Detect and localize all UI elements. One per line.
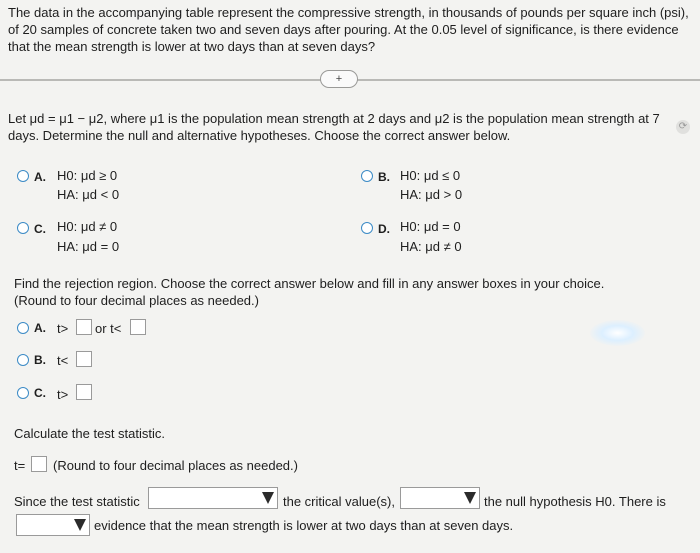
rejection-a-pre: t> <box>57 321 69 336</box>
rejection-c-pre: t> <box>57 387 69 402</box>
option-d-h0: H0: μd = 0 <box>400 219 461 234</box>
test-statistic-input[interactable] <box>31 456 47 472</box>
test-statistic-prefix: t= <box>14 458 26 473</box>
conclusion-critical-text: the critical value(s), <box>283 494 395 509</box>
option-a-h0: H0: μd ≥ 0 <box>57 168 118 183</box>
option-d-radio[interactable] <box>361 222 373 234</box>
option-c-h0: H0: μd ≠ 0 <box>57 219 118 234</box>
rejection-b-pre: t< <box>57 353 69 368</box>
option-d-letter: D. <box>378 222 390 236</box>
rejection-a-input-upper[interactable] <box>76 319 92 335</box>
rejection-a-letter: A. <box>34 321 46 335</box>
rejection-a-radio[interactable] <box>17 322 29 334</box>
dropdown-arrow-icon <box>262 492 274 504</box>
option-a-ha: HA: μd < 0 <box>57 187 120 202</box>
intro-text: The data in the accompanying table represent the compressive strength, in thousands of pounds per square inch (psi), of 20 samples of concrete taken two and seven days after pouring. At the 0.05 level of significance, is there evidence that the mean strength is lower at two days than at seven days? <box>8 5 689 54</box>
option-b-letter: B. <box>378 170 390 184</box>
rejection-a-input-lower[interactable] <box>130 319 146 335</box>
dropdown-arrow-icon <box>74 519 86 531</box>
rejection-c-radio[interactable] <box>17 387 29 399</box>
test-statistic-question: Calculate the test statistic. <box>14 426 166 441</box>
help-icon: ⟳ <box>676 120 690 134</box>
option-a-radio[interactable] <box>17 170 29 182</box>
decision-dropdown[interactable] <box>400 487 480 509</box>
plus-icon: + <box>335 73 343 85</box>
dropdown-arrow-icon <box>464 492 476 504</box>
option-c-ha: HA: μd = 0 <box>57 239 120 254</box>
option-a-letter: A. <box>34 170 46 184</box>
option-b-radio[interactable] <box>361 170 373 182</box>
option-c-letter: C. <box>34 222 46 236</box>
rejection-c-input[interactable] <box>76 384 92 400</box>
test-statistic-note: (Round to four decimal places as needed.) <box>53 458 298 473</box>
screen-glare <box>590 320 645 346</box>
rejection-question: Find the rejection region. Choose the correct answer below and fill in any answer boxes in your choice. <box>14 276 605 291</box>
comparison-dropdown[interactable] <box>148 487 278 509</box>
evidence-dropdown[interactable] <box>16 514 90 536</box>
rejection-b-letter: B. <box>34 353 46 367</box>
rejection-c-letter: C. <box>34 386 46 400</box>
option-b-h0: H0: μd ≤ 0 <box>400 168 461 183</box>
rejection-b-input[interactable] <box>76 351 92 367</box>
option-c-radio[interactable] <box>17 222 29 234</box>
hypotheses-question: Let μd = μ1 − μ2, where μ1 is the population mean strength at 2 days and μ2 is the population mean strength at 7 days. Determine the null and alternative hypotheses. Choose the correct answer below. <box>8 111 660 143</box>
option-d-ha: HA: μd ≠ 0 <box>400 239 462 254</box>
rejection-b-radio[interactable] <box>17 354 29 366</box>
rejection-round-note: (Round to four decimal places as needed.) <box>14 293 259 308</box>
conclusion-since-text: Since the test statistic <box>14 494 140 509</box>
expand-data-button[interactable] <box>320 70 358 88</box>
option-b-ha: HA: μd > 0 <box>400 187 463 202</box>
conclusion-evidence-text: evidence that the mean strength is lower at two days than at seven days. <box>94 518 514 533</box>
rejection-a-mid: or t< <box>95 321 122 336</box>
conclusion-null-text: the null hypothesis H0. There is <box>484 494 666 509</box>
